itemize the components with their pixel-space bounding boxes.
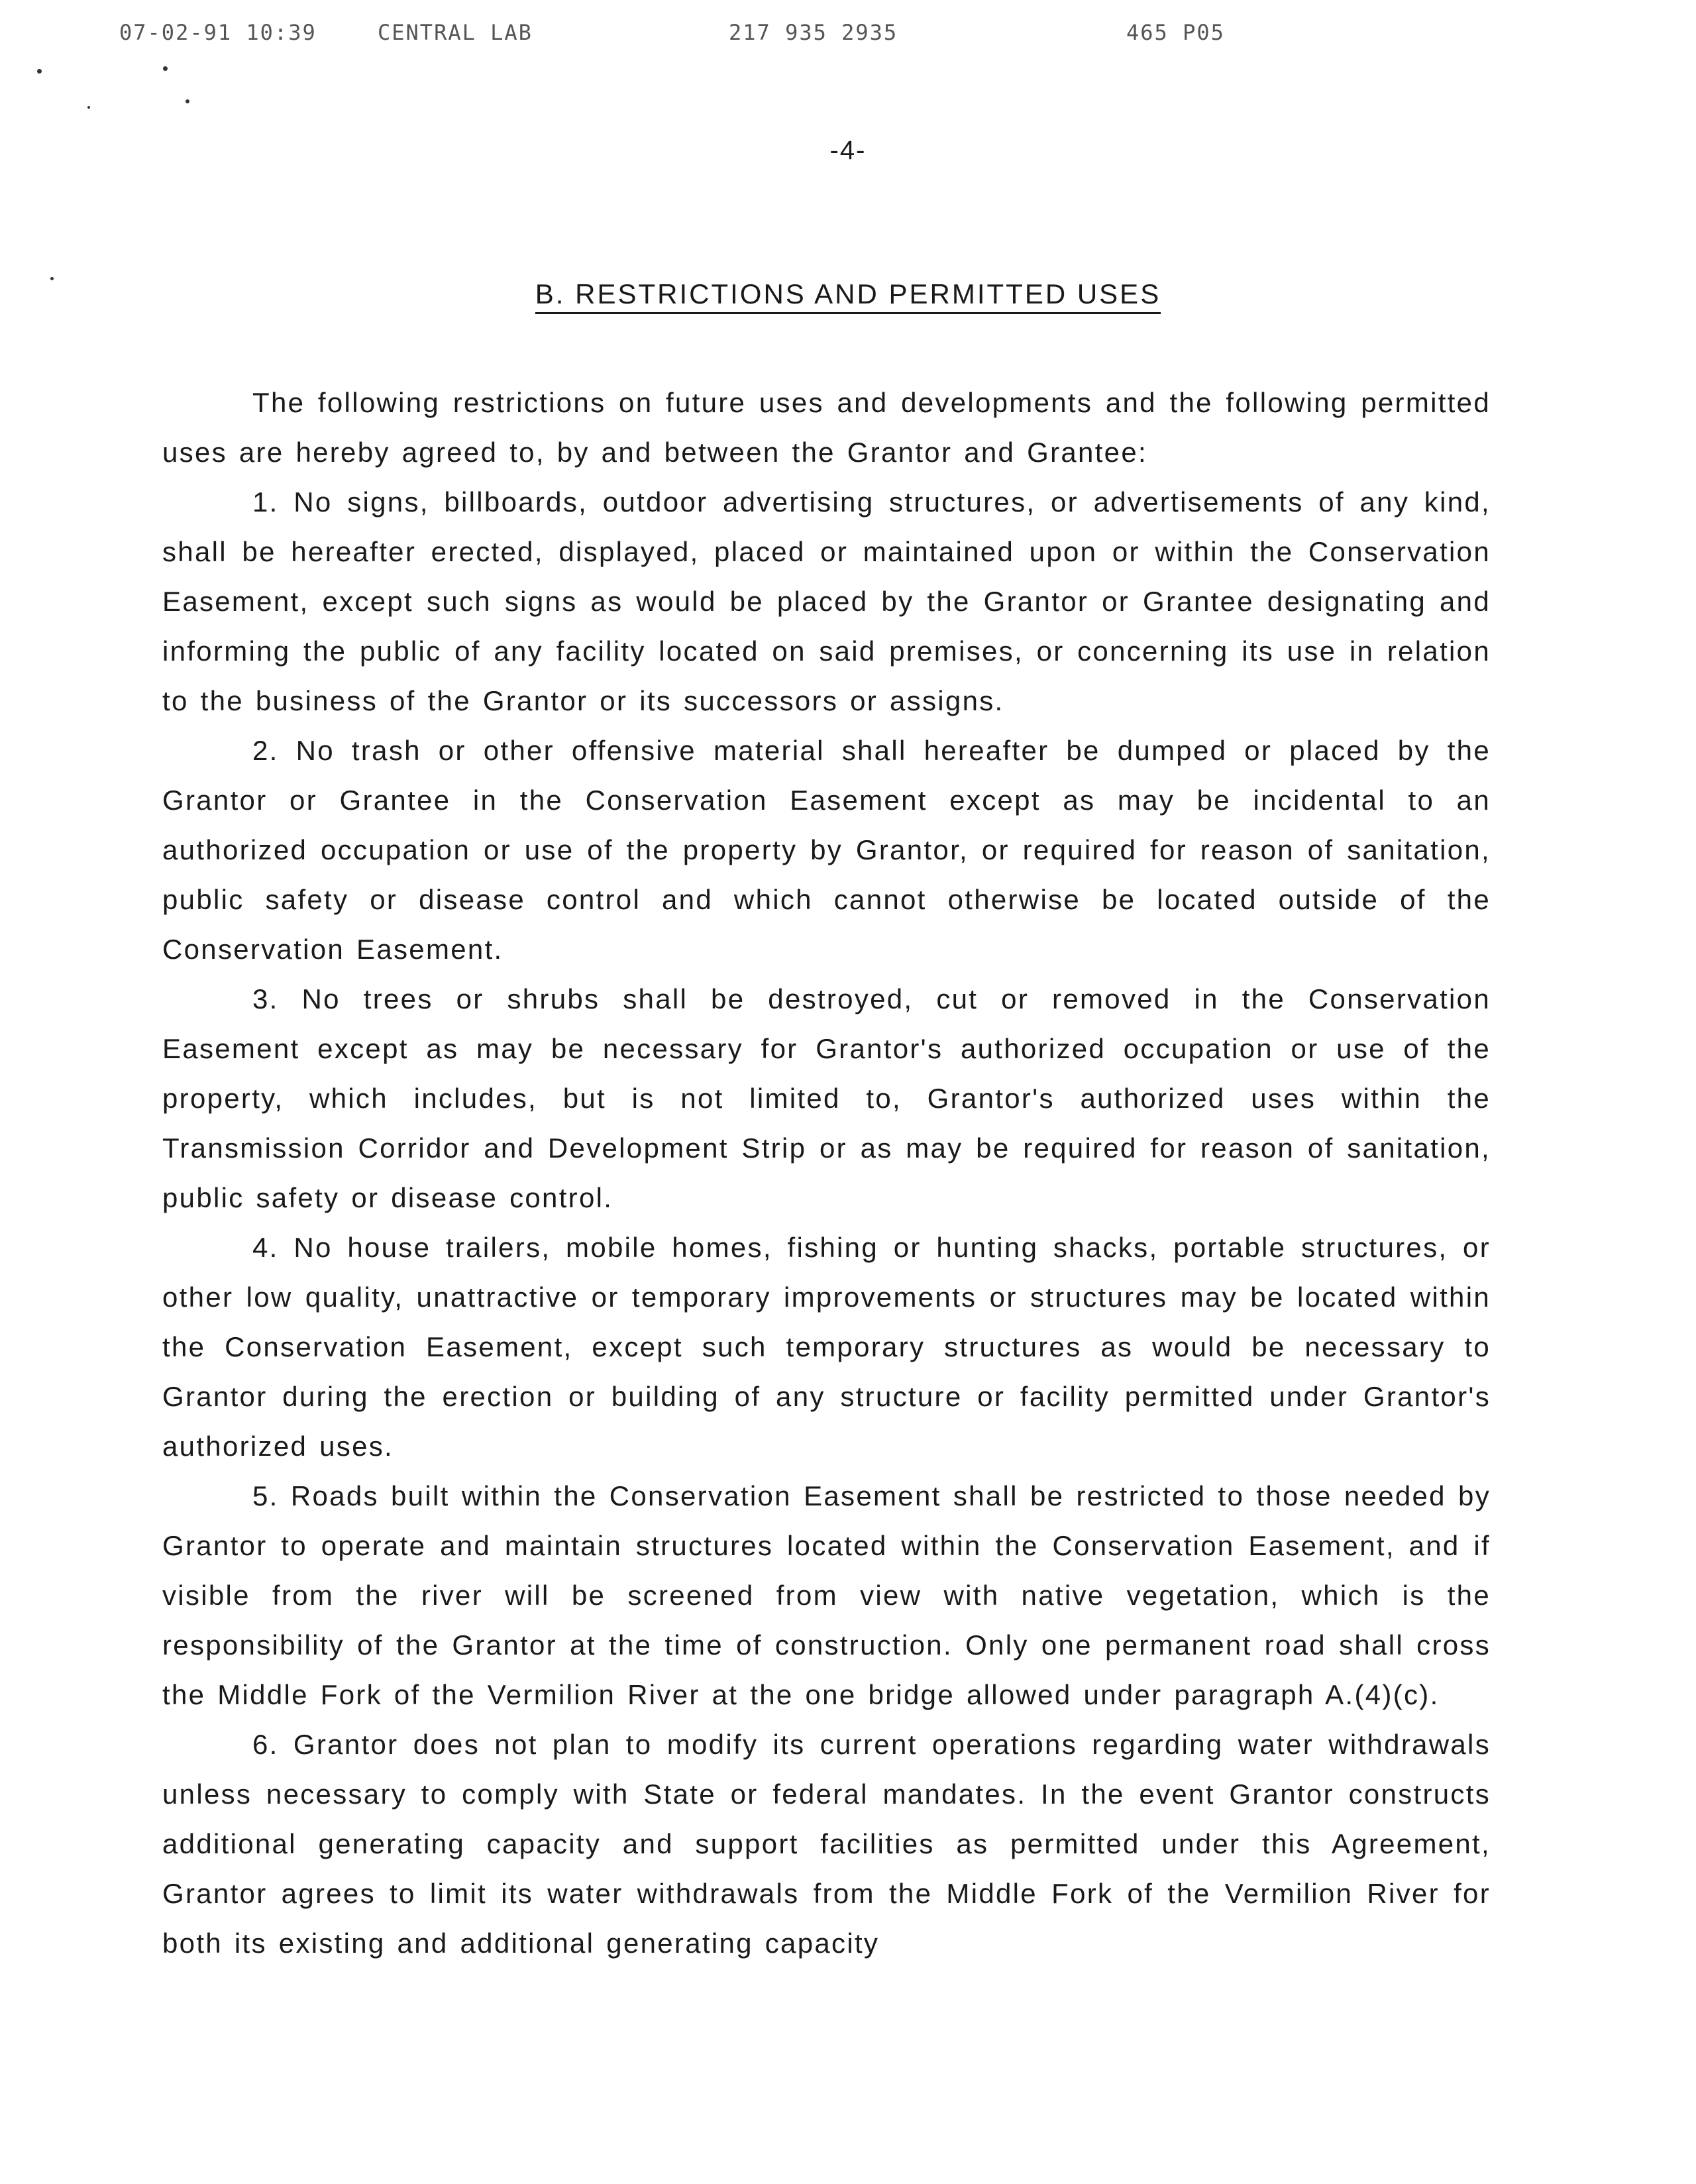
intro-paragraph: The following restrictions on future uses and developments and the following permitted uses are hereby agreed to, by and between the Grantor and Grantee: bbox=[162, 387, 1491, 468]
fax-header bbox=[119, 20, 1285, 53]
restriction-paragraph-3: 3. No trees or shrubs shall be destroyed, cut or removed in the Conservation Easement except as may be necessary for Grantor's authorized occupation or use of the property, which includes, but is not limited to, Grantor's authorized uses within the Transmission Corridor and Development Strip or as may be required for reason of sanitation, public safety or disease control. bbox=[162, 983, 1491, 1213]
fax-datetime: 07-02-91 10:39 bbox=[119, 20, 317, 45]
restriction-paragraph-6: 6. Grantor does not plan to modify its current operations regarding water withdrawals unless necessary to comply with State or federal mandates. In the event Grantor constructs additional generating capacity and support facilities as permitted under this Agreement, Grantor agrees to limit its water withdrawals from the Middle Fork of the Vermilion River for both its existing and additional generating capacity bbox=[162, 1729, 1491, 1959]
fax-station: CENTRAL LAB bbox=[378, 20, 533, 45]
section-title-text: B. RESTRICTIONS AND PERMITTED USES bbox=[535, 278, 1161, 314]
restriction-paragraph-2: 2. No trash or other offensive material shall hereafter be dumped or placed by the Grantor or Grantee in the Conservation Easement except as may be incidental to an authorized occupation or use of the property by Grantor, or required for reason of sanitation, public safety or disease control and which cannot otherwise be located outside of the Conservation Easement. bbox=[162, 735, 1491, 965]
restriction-paragraph-5: 5. Roads built within the Conservation Easement shall be restricted to those needed by Grantor to operate and maintain structures located within the Conservation Easement, and if visible from the river will be screened from view with native vegetation, which is the responsibility of the Grantor at the time of construction. Only one permanent road shall cross the Middle Fork of the Vermilion River at the one bridge allowed under paragraph A.(4)(c). bbox=[162, 1480, 1491, 1710]
scan-speck bbox=[37, 69, 42, 74]
fax-phone: 217 935 2935 bbox=[729, 20, 898, 45]
fax-page: 465 P05 bbox=[1126, 20, 1225, 45]
scan-speck bbox=[163, 66, 168, 71]
document-body bbox=[162, 378, 1491, 1968]
scan-speck bbox=[186, 99, 189, 103]
scan-speck bbox=[87, 106, 90, 109]
page-number: -4- bbox=[829, 136, 867, 165]
section-title bbox=[0, 278, 1696, 310]
restriction-paragraph-1: 1. No signs, billboards, outdoor advertising structures, or advertisements of any kind, shall be hereafter erected, displayed, placed or maintained upon or within the Conservation Easement, except such signs as would be placed by the Grantor or Grantee designating and informing the public of any facility located on said premises, or concerning its use in relation to the business of the Grantor or its successors or assigns. bbox=[162, 486, 1491, 716]
restriction-paragraph-4: 4. No house trailers, mobile homes, fishing or hunting shacks, portable structures, or other low quality, unattractive or temporary improvements or structures may be located within the Conservation Easement, except such temporary structures as would be necessary to Grantor during the erection or building of any structure or facility permitted under Grantor's authorized uses. bbox=[162, 1232, 1491, 1462]
